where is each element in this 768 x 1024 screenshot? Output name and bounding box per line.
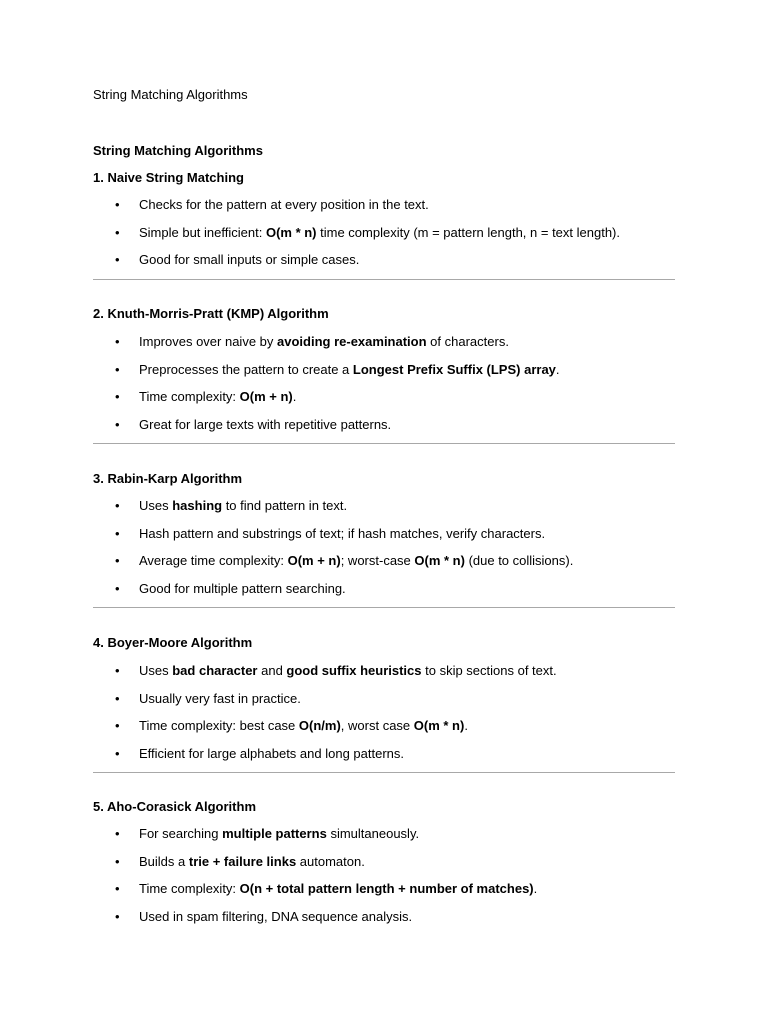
text-run: automaton. — [296, 853, 365, 869]
list-item-text — [139, 197, 429, 212]
bold-text: O(m * n) — [265, 224, 317, 240]
bullet-icon: • — [115, 197, 120, 212]
document-heading: String Matching Algorithms — [93, 143, 263, 158]
bullet-icon: • — [115, 224, 120, 240]
section-heading: 3. Rabin-Karp Algorithm — [93, 471, 243, 486]
list-item-text — [139, 362, 560, 377]
list-item-text — [139, 334, 509, 349]
text-run: to skip sections of text. — [421, 663, 557, 678]
list-item-text — [139, 417, 391, 432]
text-run: Time complexity: — [139, 881, 240, 896]
list-item-text — [139, 389, 296, 404]
text-run: ; worst-case — [340, 553, 415, 568]
text-run: simultaneously. — [326, 826, 420, 841]
list-item-text — [139, 854, 365, 869]
list-item-text — [139, 225, 620, 240]
text-run: . — [555, 361, 560, 377]
section-heading: 2. Knuth-Morris-Pratt (KMP) Algorithm — [93, 306, 329, 321]
text-run: Hash pattern and substrings of text; if hash matches, verify characters. — [139, 525, 546, 541]
bullet-icon: • — [115, 853, 120, 869]
bullet-icon: • — [115, 908, 120, 924]
text-run: Good for small inputs or simple cases. — [139, 252, 360, 267]
text-run: Time complexity: best case — [139, 718, 299, 733]
text-run: , worst case — [340, 718, 414, 733]
text-run: Builds a — [139, 853, 189, 869]
text-run: Uses — [139, 663, 173, 678]
text-run: Simple but inefficient: — [139, 224, 266, 240]
text-run: Great for large texts with repetitive patterns. — [139, 416, 392, 432]
bullet-icon: • — [115, 690, 120, 706]
list-item-text — [139, 691, 301, 706]
text-run: time complexity (m = pattern length, n = text length). — [316, 224, 620, 240]
section-heading: 1. Naive String Matching — [93, 170, 244, 185]
bullet-icon: • — [115, 553, 120, 568]
bullet-icon: • — [115, 718, 120, 733]
text-run: of characters. — [426, 334, 509, 349]
text-run: . — [464, 718, 468, 733]
bullet-icon: • — [115, 663, 120, 678]
bullet-icon: • — [115, 252, 120, 267]
bold-text: Longest Prefix Suffix (LPS) array — [352, 361, 556, 377]
document-title: String Matching Algorithms — [93, 87, 248, 102]
list-item-text — [139, 909, 412, 924]
horizontal-rule — [93, 279, 675, 280]
bold-text: multiple patterns — [222, 826, 327, 841]
list-item-text — [139, 746, 404, 761]
bullet-icon: • — [115, 525, 120, 541]
text-run: For searching — [139, 826, 223, 841]
list-item-text — [139, 826, 419, 841]
list-item-text — [139, 498, 347, 513]
bold-text: bad character — [172, 663, 258, 678]
text-run: Preprocesses the pattern to create a — [139, 361, 353, 377]
bold-text: avoiding re-examination — [277, 334, 427, 349]
text-run: Uses — [139, 498, 173, 513]
section-heading: 4. Boyer-Moore Algorithm — [93, 635, 253, 650]
list-item-text — [139, 526, 545, 541]
bold-text: O(n/m) — [298, 718, 341, 733]
bold-text: O(m * n) — [414, 553, 465, 568]
bold-text: good suffix heuristics — [286, 663, 422, 678]
bold-text: O(m + n) — [239, 389, 293, 404]
horizontal-rule — [93, 772, 675, 773]
bold-text: hashing — [172, 498, 223, 513]
text-run: Time complexity: — [139, 389, 240, 404]
text-run: . — [533, 881, 538, 896]
bullet-icon: • — [115, 389, 120, 404]
text-run: Average time complexity: — [139, 553, 288, 568]
bullet-icon: • — [115, 745, 120, 761]
bold-text: O(n + total pattern length + number of matches) — [239, 881, 534, 896]
bullet-icon: • — [115, 580, 120, 596]
text-run: (due to collisions). — [464, 553, 574, 568]
section-heading: 5. Aho-Corasick Algorithm — [93, 799, 257, 814]
horizontal-rule — [93, 607, 675, 608]
bold-text: trie + failure links — [188, 853, 297, 869]
bullet-icon: • — [115, 334, 120, 349]
list-item-text — [139, 881, 537, 896]
bullet-icon: • — [115, 361, 120, 377]
bullet-icon: • — [115, 826, 120, 841]
bold-text: O(m * n) — [413, 718, 465, 733]
list-item-text — [139, 718, 468, 733]
list-item-text — [139, 663, 557, 678]
list-item-text — [139, 581, 346, 596]
list-item-text — [139, 553, 573, 568]
text-run: Efficient for large alphabets and long patterns. — [139, 745, 404, 761]
text-run: Improves over naive by — [139, 334, 278, 349]
bullet-icon: • — [115, 881, 120, 896]
text-run: . — [292, 389, 297, 404]
text-run: Checks for the pattern at every position in the text. — [139, 197, 429, 212]
text-run: and — [257, 663, 287, 678]
bold-text: O(m + n) — [287, 553, 341, 568]
text-run: Good for multiple pattern searching. — [139, 580, 346, 596]
horizontal-rule — [93, 443, 675, 444]
text-run: Usually very fast in practice. — [139, 690, 301, 706]
text-run: to find pattern in text. — [222, 498, 348, 513]
list-item-text — [139, 252, 359, 267]
bullet-icon: • — [115, 416, 120, 432]
bullet-icon: • — [115, 498, 120, 513]
text-run: Used in spam filtering, DNA sequence analysis. — [139, 908, 413, 924]
